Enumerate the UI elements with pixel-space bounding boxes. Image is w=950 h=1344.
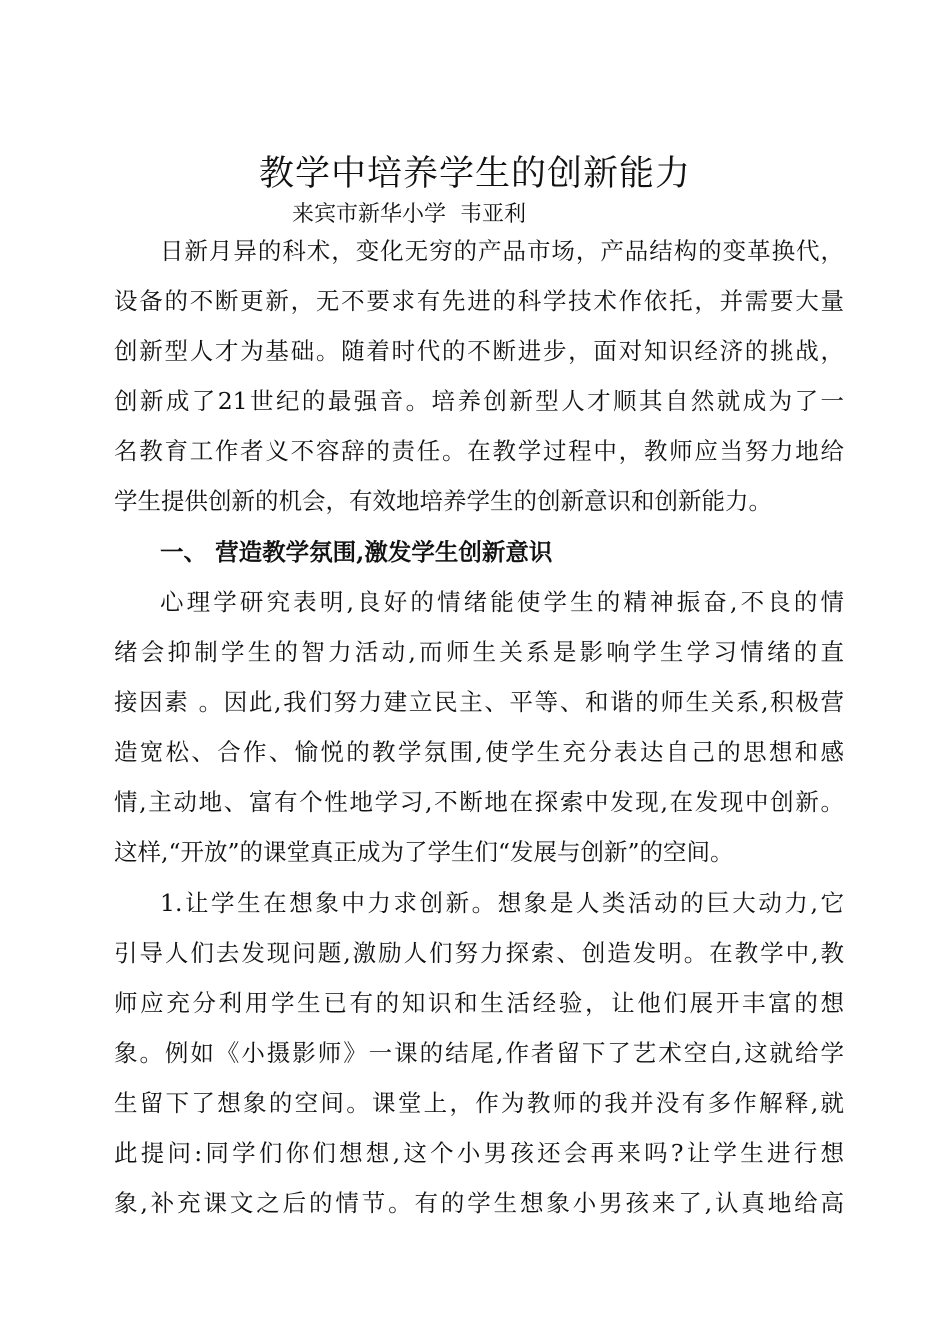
paragraph-line: 造宽松、合作、愉悦的教学氛围,使学生充分表达自己的思想和感 [114, 738, 844, 766]
paragraph-line: 象。例如《小摄影师》一课的结尾,作者留下了艺术空白,这就给学 [114, 1039, 844, 1067]
paragraph-line: 师应充分利用学生已有的知识和生活经验，让他们展开丰富的想 [114, 989, 844, 1017]
paragraph-line: 创新型人才为基础。随着时代的不断进步，面对知识经济的挑战， [114, 337, 844, 365]
paragraph-line: 这样,“开放”的课堂真正成为了学生们“发展与创新”的空间。 [114, 838, 734, 866]
paragraph-line: 象,补充课文之后的情节。有的学生想象小男孩来了,认真地给高 [114, 1189, 844, 1217]
paragraph-line: 设备的不断更新，无不要求有先进的科学技术作依托，并需要大量 [114, 287, 844, 315]
paragraph-line: 创新成了21世纪的最强音。培养创新型人才顺其自然就成为了一 [114, 387, 844, 415]
paragraph-line: 情,主动地、富有个性地学习,不断地在探索中发现,在发现中创新。 [114, 788, 844, 816]
paragraph-line: 心理学研究表明,良好的情绪能使学生的精神振奋,不良的情 [160, 588, 844, 616]
author-line: 来宾市新华小学 韦亚利 [292, 202, 526, 227]
paragraph-line: 绪会抑制学生的智力活动,而师生关系是影响学生学习情绪的直 [114, 638, 844, 666]
paragraph-line: 名教育工作者义不容辞的责任。在教学过程中，教师应当努力地给 [114, 437, 844, 465]
paragraph-line: 日新月异的科术，变化无穷的产品市场，产品结构的变革换代， [160, 237, 844, 265]
paragraph-line: 此提问:同学们你们想想,这个小男孩还会再来吗?让学生进行想 [114, 1139, 844, 1167]
section-heading: 一、 营造教学氛围,激发学生创新意识 [160, 538, 553, 566]
paragraph-line: 1.让学生在想象中力求创新。想象是人类活动的巨大动力,它 [160, 889, 844, 917]
paragraph-line: 生留下了想象的空间。课堂上，作为教师的我并没有多作解释,就 [114, 1089, 844, 1117]
paragraph-line: 学生提供创新的机会，有效地培养学生的创新意识和创新能力。 [114, 487, 772, 515]
document-title: 教学中培养学生的创新能力 [258, 154, 691, 194]
paragraph-line: 接因素 。因此,我们努力建立民主、平等、和谐的师生关系,积极营 [114, 688, 844, 716]
paragraph-line: 引导人们去发现问题,激励人们努力探索、创造发明。在教学中,教 [114, 939, 844, 967]
